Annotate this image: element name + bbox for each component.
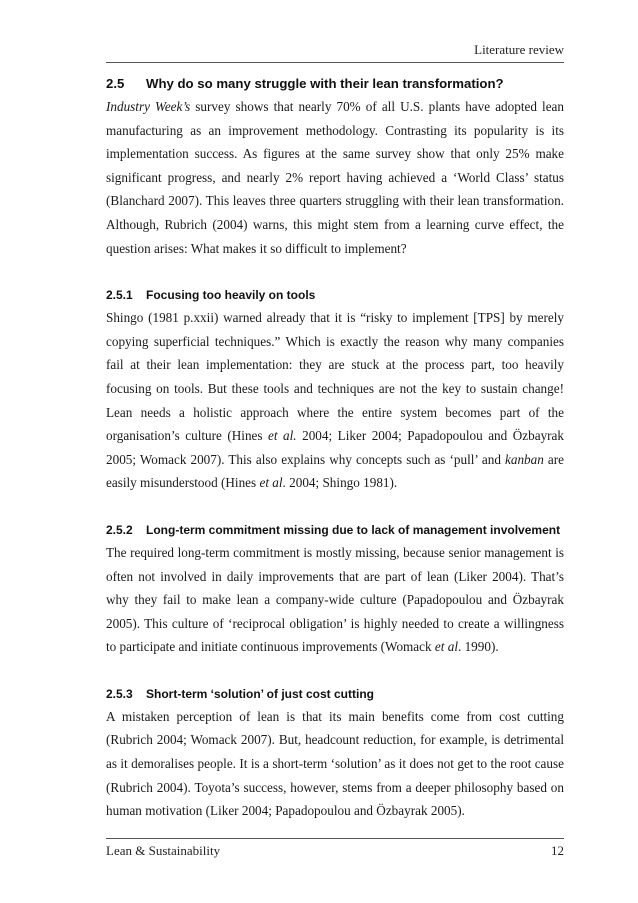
subsection-1-paragraph [106,306,564,495]
text-run: 2004; Liker 2004; Papadopoulou and Özbayrak 2005; Womack 2007). This also explains why concepts such as ‘pull’ and [106,428,564,467]
section-intro-paragraph [106,95,564,260]
running-header: Literature review [474,42,564,57]
footer-title: Lean & Sustainability [106,843,221,858]
spacer [106,260,564,284]
subsection-number: 2.5.1 [106,288,133,303]
subsection-number: 2.5.3 [106,686,133,701]
subsection-3-paragraph: A mistaken perception of lean is that its main benefits come from cost cutting (Rubrich 2004; Womack 2007). But, headcount reduction, for example, is detrimental as it demoralises people. It is a short-term ‘solution’ as it does not get to the root cause (Rubrich 2004). Toyota’s success, however, stems from a deeper philosophy based on human motivation (Liker 2004; Papadopoulou and Özbayrak 2005). [106,708,564,819]
subsection-title: Focusing too heavily on tools [146,288,316,303]
page-number: 12 [551,843,564,858]
subsection-2-paragraph [106,541,564,659]
footer-rule [106,838,564,839]
text-run: The required long-term commitment is mostly missing, because senior management is often not involved in daily improvements that are part of lean (Liker 2004). That’s why they fail to make lean a company-wide culture (Papadopoulou and Özbayrak 2005). This culture of ‘reciprocal obligation’ is highly needed to create a willingness to participate and initiate continuous improvements (Womack [106,544,564,655]
subsection-title: Short-term ‘solution’ of just cost cutting [146,686,374,701]
text-run: Shingo (1981 p.xxii) warned already that it is “risky to implement [TPS] by merely copying superficial techniques.” Which is exactly the reason why many companies fail at their lean implementation: they are stuck at the process part, too heavily focusing on tools. But these tools and techniques are not the key to sustain change! Lean needs a holistic approach where the entire system becomes part of the organisation’s culture (Hines [106,310,564,444]
section-heading [106,71,564,95]
header-rule [106,62,564,63]
italic-run: et al [259,475,283,491]
section-number: 2.5 [106,75,125,91]
subsection-heading-2 [106,519,564,541]
text-run: are easily misunderstood (Hines [106,451,564,491]
subsection-heading-3 [106,683,564,705]
italic-run: et al [434,639,458,655]
intro-italic-source: Industry Week’s [106,99,191,114]
spacer [106,495,564,519]
intro-text: survey shows that nearly 70% of all U.S. plants have adopted lean manufacturing as an improvement methodology. Contrasting its popularity is its implementation success. As figures at the same survey show that only 25% make significant progress, and nearly 2% report having achieved a ‘World Class’ status (Blanchard 2007). This leaves three quarters struggling with their lean transformation. Although, Rubrich (2004) warns, this might stem from a learning curve effect, the question arises: What makes it so difficult to implement? [106,99,564,256]
italic-run: et al. [268,428,297,444]
subsection-title: Long-term commitment missing due to lack of management involvement [146,522,561,537]
text-run: . 2004; Shingo 1981). [282,475,398,491]
subsection-number: 2.5.2 [106,522,133,537]
section-title: Why do so many struggle with their lean transformation? [146,75,504,91]
text-run: . 1990). [457,639,499,655]
page-content [106,71,564,823]
subsection-heading-1 [106,284,564,306]
italic-run: kanban [505,451,544,467]
spacer [106,659,564,683]
